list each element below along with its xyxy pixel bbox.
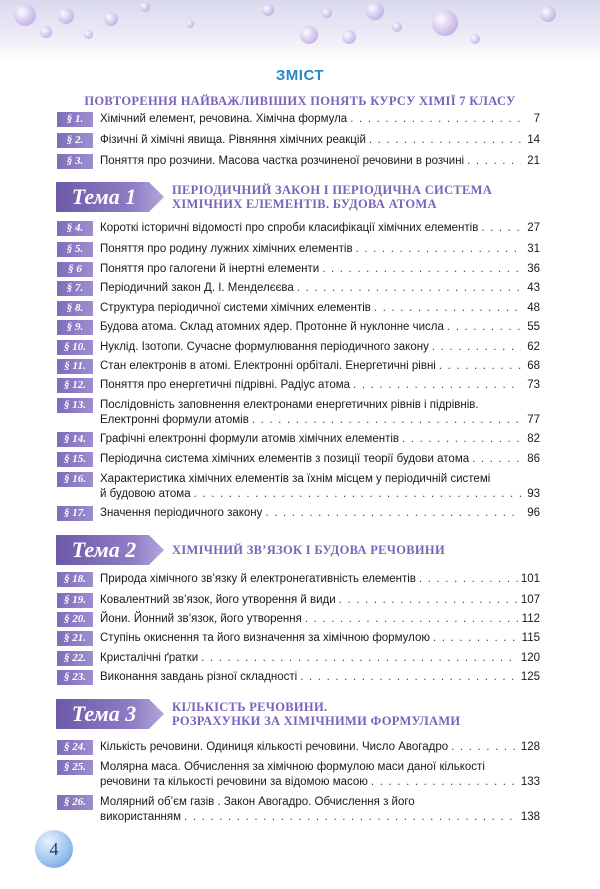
- entry-page-number: 36: [527, 263, 540, 275]
- entry-title: Ковалентний зв’язок, його утворення й види: [100, 594, 336, 606]
- topic-title-line: ХІМІЧНИЙ ЗВ’ЯЗОК І БУДОВА РЕЧОВИНИ: [172, 543, 445, 557]
- entry-title: Послідовність заповнення електронами енергетичних рівнів і підрівнів.: [100, 399, 479, 411]
- entry-title: Кристалічні ґратки: [100, 652, 199, 664]
- section-number-badge: § 5.: [57, 242, 93, 257]
- entry-page-number: 82: [527, 433, 540, 445]
- entry-page-number: 138: [520, 811, 540, 823]
- topic-title-line: КІЛЬКІСТЬ РЕЧОВИНИ.: [172, 700, 328, 714]
- entry-title: Виконання завдань різної складності: [100, 671, 298, 683]
- entry-title: Будова атома. Склад атомних ядер. Протонне й нуклонне числа: [100, 321, 444, 333]
- entry-page-number: 14: [527, 134, 540, 146]
- entry-page-number: 21: [527, 155, 540, 167]
- entry-title: Характеристика хімічних елементів за їхнім місцем у періодичній системі: [100, 473, 491, 485]
- entry-page-number: 68: [527, 360, 540, 372]
- entry-title: Поняття про галогени й інертні елементи: [100, 263, 320, 275]
- topic-label: Тема 3: [71, 701, 137, 726]
- entry-page-number: 93: [527, 488, 540, 500]
- entry-page-number: 133: [520, 776, 540, 788]
- page-title: ЗМІСТ: [275, 67, 325, 84]
- section-number-badge: § 3.: [57, 154, 93, 169]
- topic-title-line: РОЗРАХУНКИ ЗА ХІМІЧНИМИ ФОРМУЛАМИ: [172, 714, 461, 728]
- entry-page-number: 62: [527, 341, 540, 353]
- entry-title: Молярний об’єм газів . Закон Авогадро. Обчислення з його: [100, 796, 415, 808]
- bubble-decoration: [300, 26, 318, 44]
- entry-title: Поняття про родину лужних хімічних елементів: [100, 243, 353, 255]
- entry-title: Значення періодичного закону: [100, 507, 263, 519]
- entry-title: Структура періодичної системи хімічних елементів: [100, 302, 371, 314]
- entry-title: Фізичні й хімічні явища. Рівняння хімічних реакцій: [100, 134, 366, 146]
- section-number-badge: § 14.: [57, 432, 93, 447]
- entry-page-number: 86: [527, 453, 540, 465]
- entry-title: Природа хімічного зв’язку й електронегативність елементів: [100, 573, 416, 585]
- bubble-decoration: [392, 22, 402, 32]
- entry-title: використанням: [100, 811, 182, 823]
- section-number-badge: § 9.: [57, 320, 93, 335]
- entry-page-number: 73: [527, 379, 540, 391]
- entry-title: Електронні формули атомів: [100, 414, 249, 426]
- entry-title: Ступінь окиснення та його визначення за хімічною формулою: [100, 632, 430, 644]
- bubble-decoration: [104, 12, 118, 26]
- section-number-badge: § 6: [57, 262, 93, 277]
- section-number-badge: § 8.: [57, 301, 93, 316]
- entry-title: Молярна маса. Обчислення за хімічною формулою маси даної кількості: [100, 761, 485, 773]
- section-number-badge: § 19.: [57, 593, 93, 608]
- entry-page-number: 43: [527, 282, 540, 294]
- topic-title-line: ХІМІЧНИХ ЕЛЕМЕНТІВ. БУДОВА АТОМА: [172, 197, 437, 211]
- bubble-decoration: [262, 4, 274, 16]
- entry-page-number: 31: [527, 243, 540, 255]
- decorative-bubble-header: [0, 0, 600, 62]
- section-number-badge: § 22.: [57, 651, 93, 666]
- topic-title-line: ПЕРІОДИЧНИЙ ЗАКОН І ПЕРІОДИЧНА СИСТЕМА: [172, 183, 493, 197]
- entry-page-number: 120: [520, 652, 540, 664]
- entry-page-number: 107: [520, 594, 540, 606]
- section-number-badge: § 25.: [57, 760, 93, 775]
- bubble-decoration: [84, 30, 93, 39]
- section-number-badge: § 20.: [57, 612, 93, 627]
- section-number-badge: § 12.: [57, 378, 93, 393]
- topic-title: [172, 700, 572, 728]
- entry-title: Хімічний елемент, речовина. Хімічна формула: [100, 113, 348, 125]
- topic-label: Тема 2: [71, 537, 137, 562]
- section-number-badge: § 1.: [57, 112, 93, 127]
- bubble-decoration: [432, 10, 458, 36]
- entry-title: Поняття про розчини. Масова частка розчиненої речовини в розчині: [100, 155, 465, 167]
- section-number-badge: § 4.: [57, 221, 93, 236]
- entry-page-number: 77: [527, 414, 540, 426]
- entry-page-number: 125: [520, 671, 540, 683]
- bubble-decoration: [342, 30, 356, 44]
- entry-title: Поняття про енергетичні підрівні. Радіус атома: [100, 379, 351, 391]
- entry-title: Періодичний закон Д. І. Менделєєва: [100, 282, 294, 294]
- entry-title: речовини та кількості речовини за відомою масою: [100, 776, 368, 788]
- entry-page-number: 7: [533, 113, 540, 125]
- section-number-badge: § 15.: [57, 452, 93, 467]
- bubble-decoration: [14, 4, 36, 26]
- entry-title: Йони. Йонний зв’язок, його утворення: [100, 613, 302, 625]
- topic-title: [172, 543, 572, 557]
- entry-page-number: 115: [521, 632, 540, 644]
- section-number-badge: § 26.: [57, 795, 93, 810]
- bubble-decoration: [140, 2, 150, 12]
- bubble-decoration: [40, 26, 52, 38]
- entry-page-number: 128: [520, 741, 540, 753]
- bubble-decoration: [366, 2, 384, 20]
- entry-title: й будовою атома: [100, 488, 191, 500]
- entry-page-number: 96: [527, 507, 540, 519]
- section-number-badge: § 17.: [57, 506, 93, 521]
- bubble-decoration: [186, 20, 194, 28]
- entry-title: Короткі історичні відомості про спроби класифікації хімічних елементів: [100, 222, 479, 234]
- section-number-badge: § 7.: [57, 281, 93, 296]
- entry-page-number: 55: [527, 321, 540, 333]
- bubble-decoration: [470, 34, 480, 44]
- topic-title: [172, 183, 572, 211]
- entry-title: Стан електронів в атомі. Електронні орбіталі. Енергетичні рівні: [100, 360, 436, 372]
- entry-page-number: 112: [521, 613, 540, 625]
- section-number-badge: § 24.: [57, 740, 93, 755]
- entry-title: Нуклід. Ізотопи. Сучасне формулювання періодичного закону: [100, 341, 429, 353]
- section-number-badge: § 11.: [57, 359, 93, 374]
- bubble-decoration: [540, 6, 556, 22]
- entry-title: Кількість речовини. Одиниця кількості речовини. Число Авогадро: [100, 741, 449, 753]
- entry-page-number: 101: [520, 573, 540, 585]
- topic-label: Тема 1: [71, 184, 137, 209]
- section-number-badge: § 16.: [57, 472, 93, 487]
- section-number-badge: § 2.: [57, 133, 93, 148]
- bubble-decoration: [58, 8, 74, 24]
- entry-title: Періодична система хімічних елементів з позиції теорії будови атома: [100, 453, 470, 465]
- bubble-decoration: [322, 8, 332, 18]
- section-heading: ПОВТОРЕННЯ НАЙВАЖЛИВІШИХ ПОНЯТЬ КУРСУ ХІМІЇ 7 КЛАСУ: [84, 94, 516, 108]
- section-number-badge: § 23.: [57, 670, 93, 685]
- section-number-badge: § 18.: [57, 572, 93, 587]
- page-number-badge: 4: [35, 830, 73, 868]
- entry-page-number: 48: [527, 302, 540, 314]
- section-number-badge: § 21.: [57, 631, 93, 646]
- section-number-badge: § 10.: [57, 340, 93, 355]
- entry-title: Графічні електронні формули атомів хімічних елементів: [100, 433, 400, 445]
- section-number-badge: § 13.: [57, 398, 93, 413]
- entry-page-number: 27: [527, 222, 540, 234]
